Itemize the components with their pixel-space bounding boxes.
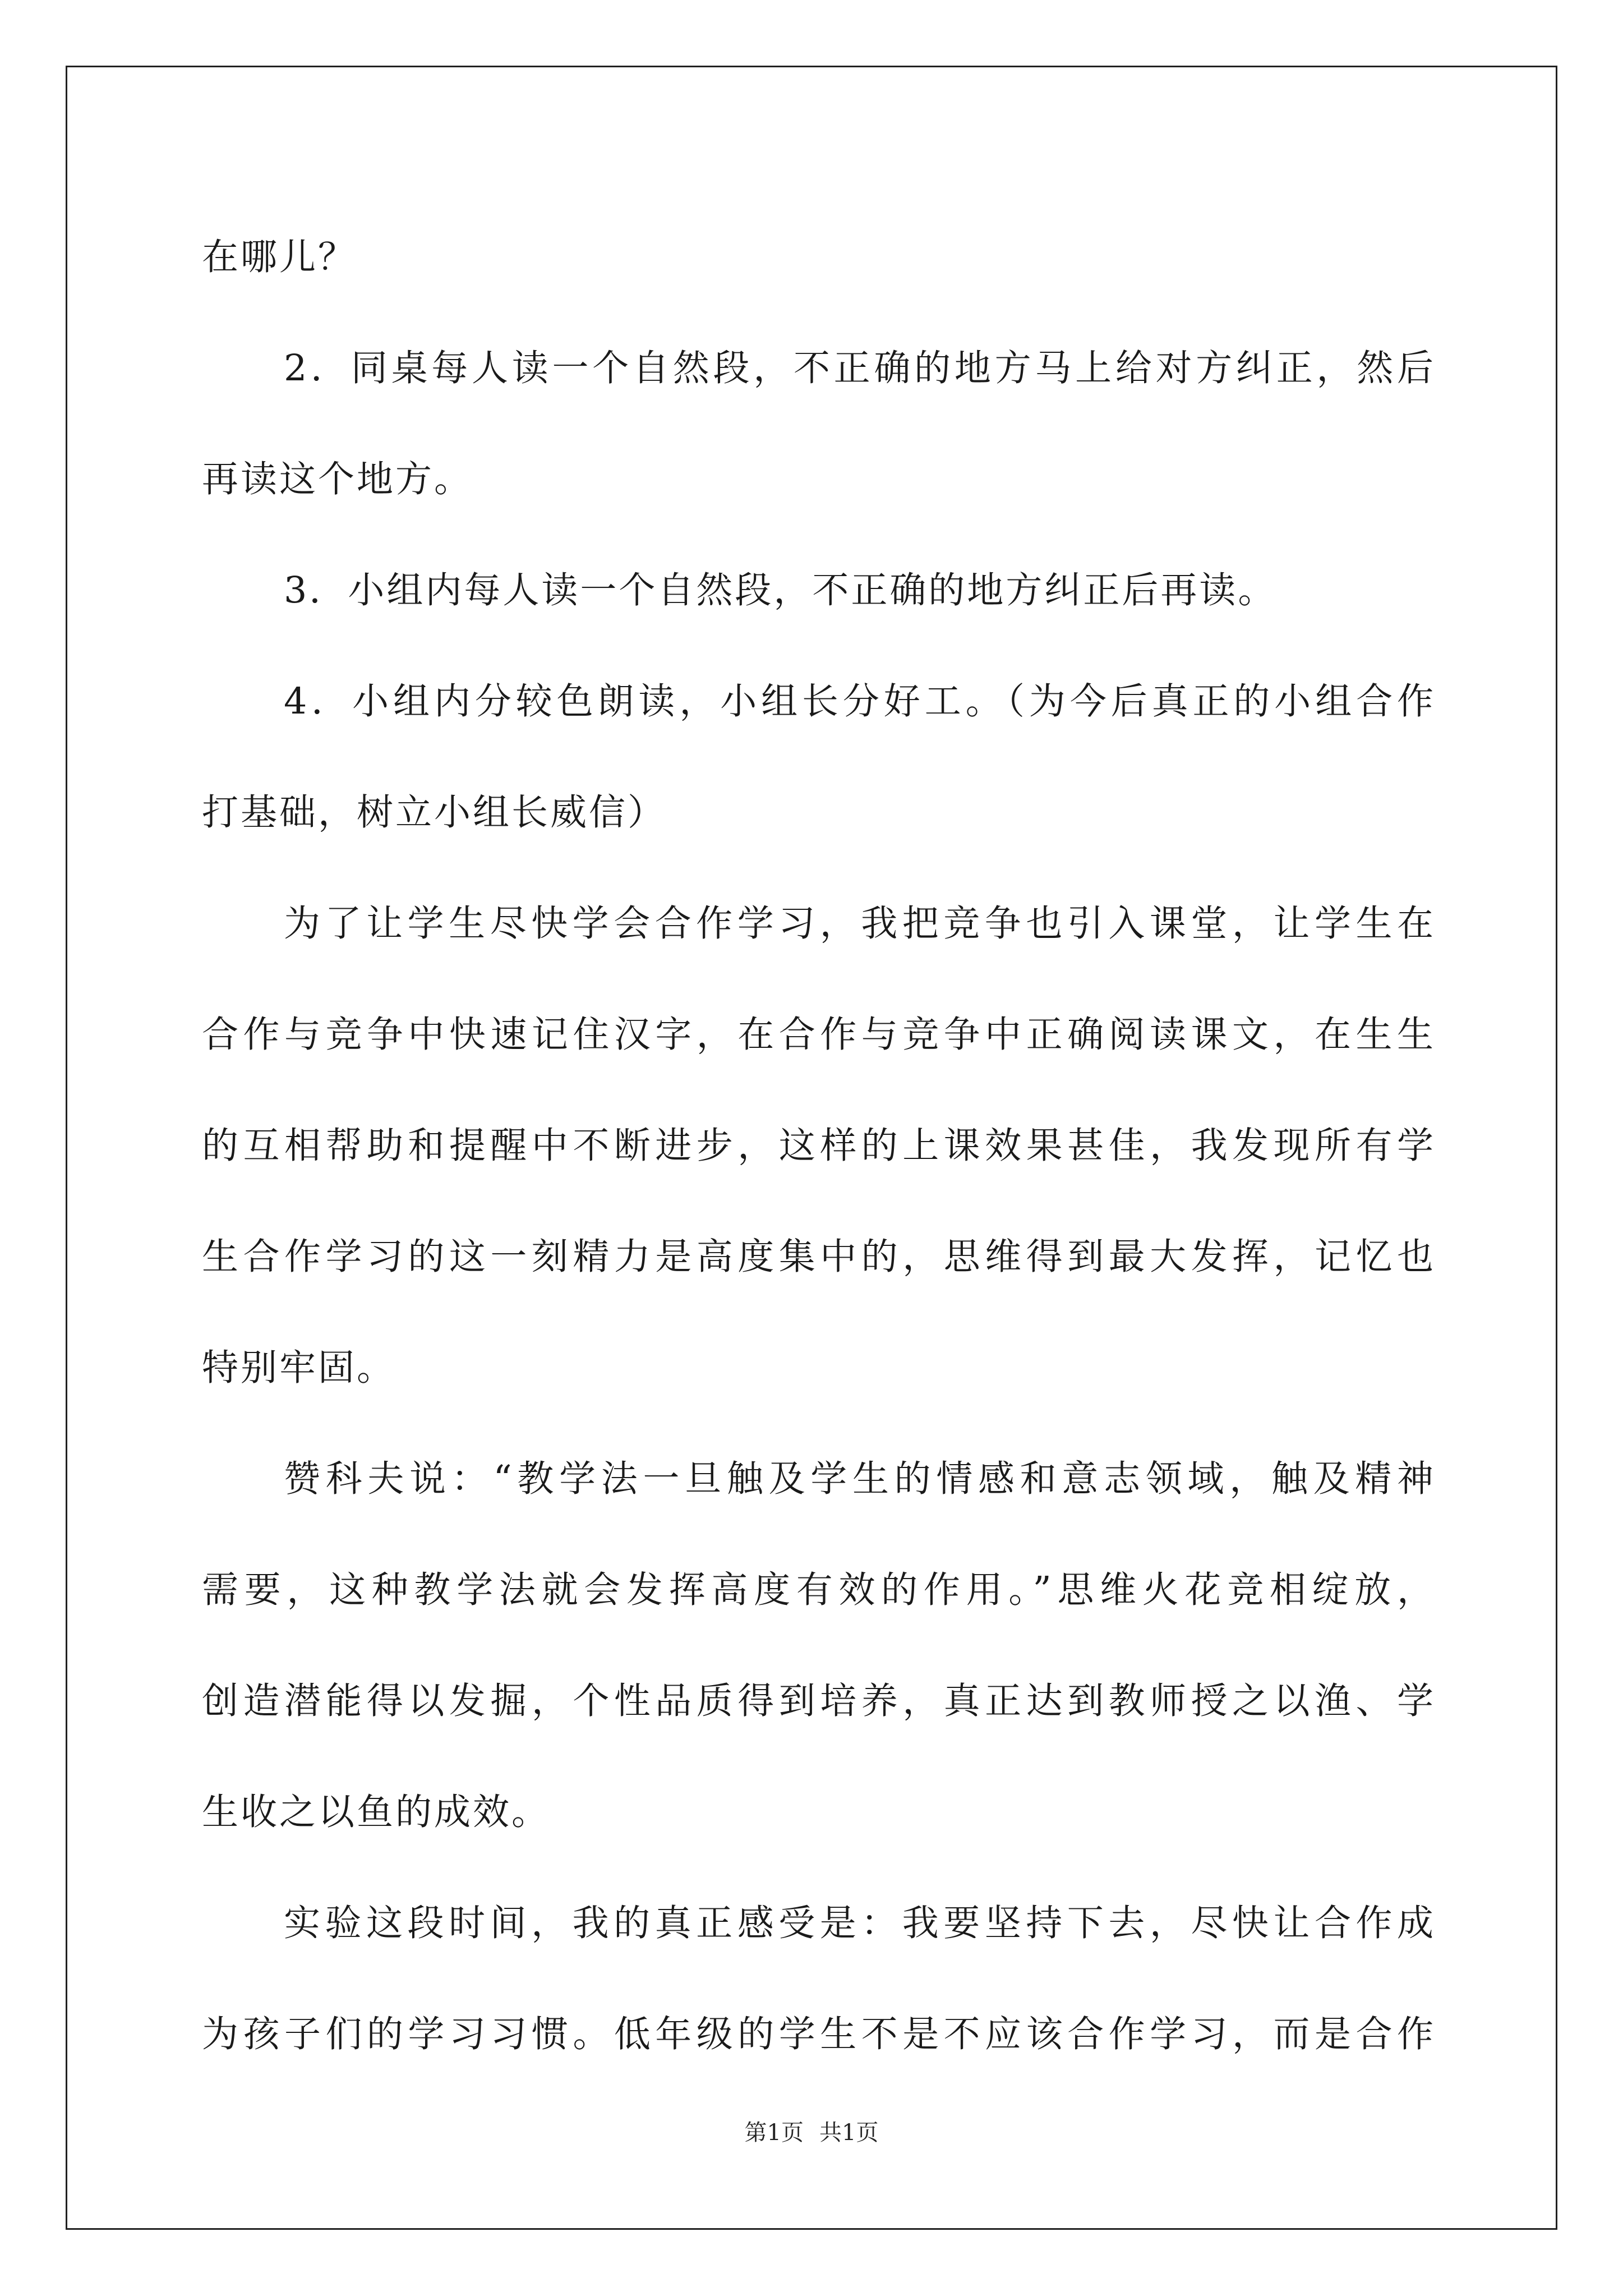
text-line: 创造潜能得以发掘，个性品质得到培养，真正达到教师授之以渔、学 — [202, 1680, 1436, 1722]
text-line: 4．小组内分较色朗读，小组长分好工。（为今后真正的小组合作 — [284, 680, 1436, 723]
text-line: 3．小组内每人读一个自然段，不正确的地方纠正后再读。 — [284, 569, 1277, 611]
page-footer — [0, 2116, 1623, 2150]
text-line: 赞科夫说：“教学法一旦触及学生的情感和意志领域，触及精神 — [284, 1458, 1436, 1500]
text-line: 合作与竞争中快速记住汉字，在合作与竞争中正确阅读课文，在生生 — [202, 1014, 1436, 1056]
text-line: 2．同桌每人读一个自然段，不正确的地方马上给对方纠正，然后 — [284, 347, 1436, 389]
text-line: 打基础，树立小组长威信） — [202, 792, 667, 834]
text-line: 在哪儿？ — [202, 236, 357, 278]
text-line: 再读这个地方。 — [202, 458, 473, 500]
text-line: 特别牢固。 — [202, 1347, 396, 1389]
text-line: 生收之以鱼的成效。 — [202, 1791, 551, 1833]
page-number-total: 共1页 — [819, 2120, 879, 2146]
text-line: 为孩子们的学习习惯。低年级的学生不是不应该合作学习，而是合作 — [202, 2013, 1436, 2055]
text-line: 为了让学生尽快学会合作学习，我把竞争也引入课堂，让学生在 — [284, 903, 1436, 945]
text-line: 生合作学习的这一刻精力是高度集中的，思维得到最大发挥，记忆也 — [202, 1236, 1436, 1278]
page-number-current: 第1页 — [744, 2120, 804, 2146]
text-line: 的互相帮助和提醒中不断进步，这样的上课效果甚佳，我发现所有学 — [202, 1125, 1436, 1167]
document-body — [202, 202, 1436, 2090]
text-line: 需要，这种教学法就会发挥高度有效的作用。”思维火花竞相绽放， — [202, 1569, 1436, 1611]
text-line: 实验这段时间，我的真正感受是：我要坚持下去，尽快让合作成 — [284, 1902, 1436, 1944]
